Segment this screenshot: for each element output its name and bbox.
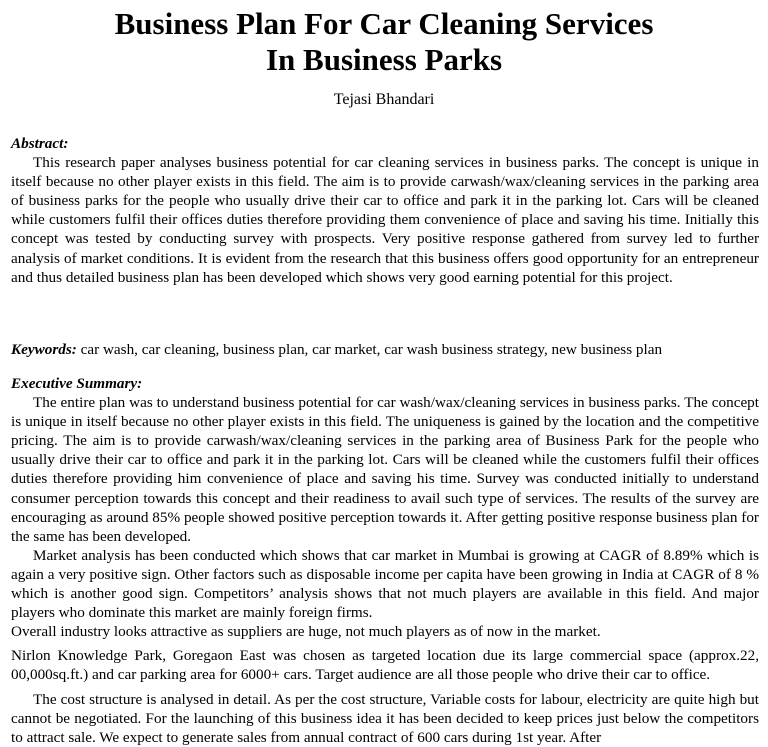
abstract-heading: Abstract: — [11, 135, 69, 152]
paper-title-line-1: Business Plan For Car Cleaning Services — [114, 6, 654, 41]
keywords-text: car wash, car cleaning, business plan, car market, car wash business strategy, new business plan — [76, 341, 663, 358]
executive-summary-paragraph-1: The entire plan was to understand business potential for car wash/wax/cleaning services in business parks. The concept is unique in itself because no other player exists in this field. The uniqueness is gained by the location and the competitive pricing. The aim is to provide carwash/wax/cleaning services in the parking area of Business Park for the people who usually drive their car to office and park it in the parking lot. Cars will be cleaned while the customers fulfil their offices duties therefore providing him convenience of place and saving his time. Survey was conducted initially to understand consumer perception towards this concept and their readiness to avail such type of services. The results of the survey are encouraging as around 85% people showed positive perception towards it. After getting positive response business plan for the same has been developed. — [11, 394, 759, 545]
executive-summary-paragraph-5: The cost structure is analysed in detail. As per the cost structure, Variable costs for labour, electricity are quite high but cannot be negotiated. For the launching of this business idea it has been decided to keep prices just below the competitors to attract sale. We expect to generate sales from annual contract of 600 cars during 1st year. After — [11, 690, 759, 746]
executive-summary-paragraph-2: Market analysis has been conducted which shows that car market in Mumbai is growing at CAGR of 8.89% which is again a very positive sign. Other factors such as disposable income per capita have been growing in India at CAGR of 8 % which is another good sign. Competitors’ analysis shows that not much players are available in this field. And major players who dominate this market are mainly foreign firms. — [11, 546, 759, 622]
paper-title — [0, 6, 768, 78]
executive-summary-section — [11, 374, 759, 747]
executive-summary-heading: Executive Summary: — [11, 375, 143, 392]
executive-summary-paragraph-3: Overall industry looks attractive as suppliers are huge, not much players as of now in the market. — [11, 623, 601, 641]
keywords-section — [11, 340, 759, 359]
executive-summary-paragraph-4: Nirlon Knowledge Park, Goregaon East was chosen as targeted location due its large commercial space (approx.22, 00,000sq.ft.) and car parking area for 6000+ cars. Target audience are all those people who drive their car to office. — [11, 647, 759, 684]
keywords-label: Keywords: — [11, 341, 77, 358]
paper-title-line-2: In Business Parks — [265, 42, 503, 77]
abstract-section — [11, 134, 759, 287]
author-name: Tejasi Bhandari — [333, 91, 435, 108]
abstract-text: This research paper analyses business potential for car cleaning services in business parks. The concept is unique in itself because no other player exists in this field. The aim is to provide carwash/wax/cleaning services in the parking area of business parks for the people who usually drive their car to office and park it in the parking lot. Cars will be cleaned while customers fulfil their offices duties therefore providing them convenience of place and saving his time. Initially this concept was tested by conducting survey with prospects. Very positive response gathered from survey led to further analysis of market conditions. It is evident from the research that this business offers good opportunity for an entrepreneur and thus detailed business plan has been developed which shows very good earning potential for this project. — [11, 154, 759, 286]
